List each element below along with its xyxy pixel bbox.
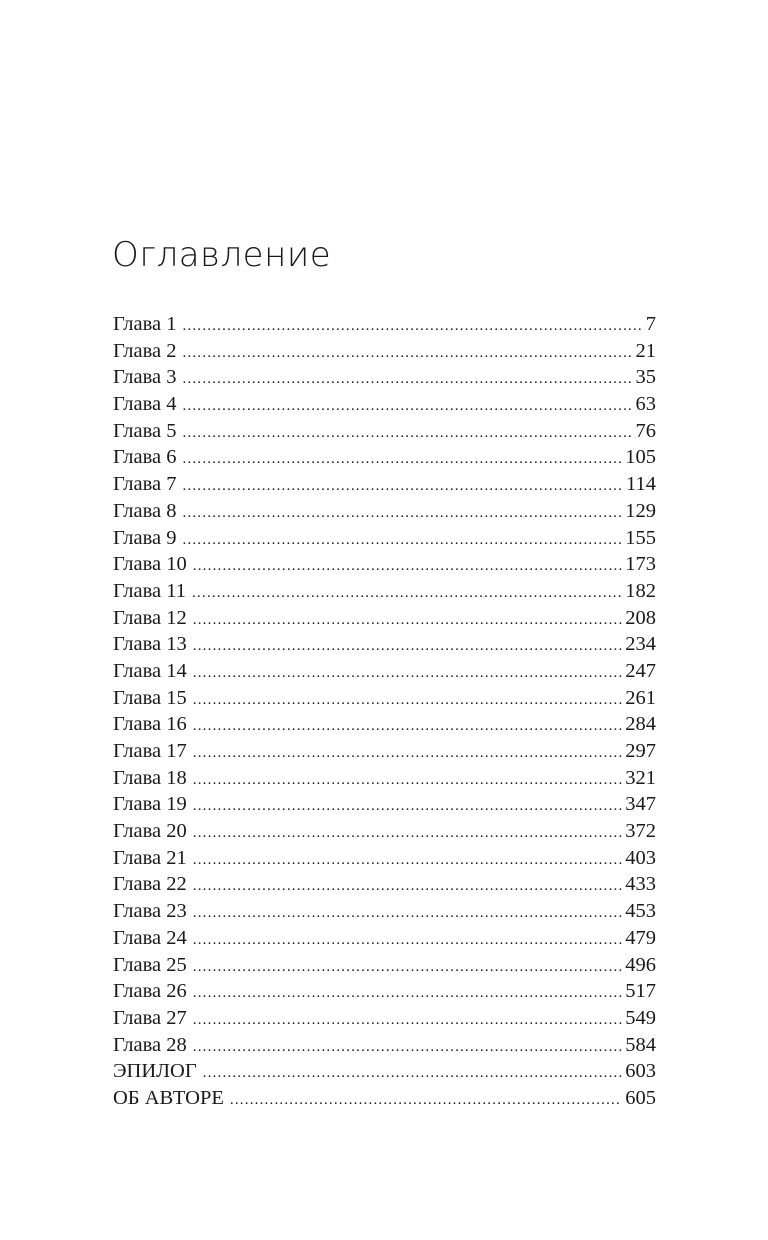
dot-leader [193,607,622,634]
dot-leader [193,927,622,954]
toc-entry-label: Глава 7 [113,473,177,496]
toc-entry-page-number: 21 [635,339,656,362]
toc-entry [113,498,656,525]
toc-entry-page-number: 549 [625,1006,656,1029]
toc-entry [113,685,656,712]
toc-entry-page-number: 261 [625,686,656,709]
toc-entry-label: Глава 20 [113,820,187,843]
toc-entry-page-number: 7 [645,313,656,335]
dot-leader [193,820,622,847]
toc-entry-label: ОБ АВТОРЕ [113,1086,224,1109]
toc-entry-label: Глава 28 [113,1033,187,1056]
toc-entry [113,1032,656,1059]
dot-leader [193,793,622,820]
toc-entry [113,925,656,952]
dot-leader [203,1060,623,1087]
toc-entry-label: Глава 21 [113,846,187,869]
toc-entry-label: Глава 24 [113,926,187,949]
dot-leader [193,713,622,740]
toc-entry [113,738,656,765]
toc-entry-page-number: 129 [625,499,656,522]
toc-entry-label: Глава 8 [113,499,177,522]
toc-entry [113,658,656,685]
toc-entry [113,471,656,498]
toc-entry [113,578,656,605]
toc-entry-label: Глава 16 [113,713,187,736]
toc-entry [113,765,656,792]
toc-entry-label: Глава 10 [113,553,187,576]
toc-entry-page-number: 247 [625,659,656,682]
toc-entry-label: Глава 13 [113,633,187,656]
dot-leader [193,687,622,714]
toc-entry-label: Глава 2 [113,339,177,362]
toc-entry-page-number: 182 [625,579,656,602]
toc-entry-page-number: 479 [625,926,656,949]
toc-entry-label: Глава 4 [113,393,177,416]
dot-leader [193,553,622,580]
toc-entry-page-number: 35 [635,366,656,389]
toc-entry [113,845,656,872]
toc-entry-page-number: 433 [625,873,656,896]
toc-entry [113,551,656,578]
table-of-contents [113,311,656,1112]
toc-entry-label: Глава 22 [113,873,187,896]
dot-leader [183,500,623,527]
toc-entry-label: Глава 15 [113,686,187,709]
toc-entry-page-number: 105 [625,446,656,469]
toc-entry-label: Глава 6 [113,446,177,469]
toc-entry-page-number: 517 [625,980,656,1003]
toc-entry [113,711,656,738]
dot-leader [183,366,633,393]
dot-leader [192,580,622,607]
toc-entry-label: ЭПИЛОГ [113,1060,197,1083]
toc-entry-page-number: 603 [625,1060,656,1083]
toc-entry [113,605,656,632]
toc-entry-page-number: 208 [625,606,656,629]
toc-entry-page-number: 234 [625,633,656,656]
dot-leader [193,1034,622,1061]
toc-entry-label: Глава 25 [113,953,187,976]
toc-entry-page-number: 297 [625,740,656,762]
toc-entry [113,818,656,845]
dot-leader [193,767,622,794]
dot-leader [183,473,623,500]
toc-entry-label: Глава 18 [113,766,187,789]
toc-entry [113,978,656,1005]
toc-entry-label: Глава 14 [113,659,187,682]
toc-entry [113,364,656,391]
toc-entry [113,391,656,418]
dot-leader [183,527,623,554]
toc-entry [113,444,656,471]
dot-leader [193,954,622,981]
toc-entry [113,871,656,898]
toc-entry-page-number: 155 [625,526,656,549]
dot-leader [193,1007,622,1034]
dot-leader [193,740,622,767]
dot-leader [193,980,622,1007]
toc-entry-page-number: 321 [625,766,656,789]
toc-entry-page-number: 605 [625,1086,656,1109]
toc-entry [113,525,656,552]
dot-leader [183,420,633,447]
toc-entry-label: Глава 9 [113,526,177,549]
toc-entry [113,1058,656,1085]
toc-entry-page-number: 496 [625,953,656,976]
toc-entry-page-number: 403 [625,846,656,869]
dot-leader [193,633,622,660]
toc-entry-label: Глава 5 [113,419,177,442]
toc-entry-page-number: 63 [635,393,656,416]
toc-entry [113,952,656,979]
toc-entry-page-number: 453 [625,900,656,923]
toc-entry-page-number: 284 [625,713,656,736]
toc-entry-label: Глава 26 [113,980,187,1003]
toc-entry [113,898,656,925]
toc-entry-label: Глава 27 [113,1006,187,1029]
toc-entry-page-number: 347 [625,793,656,816]
toc-entry-label: Глава 1 [113,313,177,335]
toc-entry [113,1085,656,1112]
toc-entry-page-number: 114 [626,473,656,496]
toc-entry-label: Глава 3 [113,366,177,389]
toc-entry [113,338,656,365]
dot-leader [193,873,622,900]
toc-entry [113,791,656,818]
dot-leader [193,660,622,687]
toc-entry [113,311,656,338]
toc-entry-label: Глава 11 [113,579,187,602]
toc-entry-page-number: 173 [625,553,656,576]
toc-entry [113,418,656,445]
dot-leader [183,340,633,367]
toc-entry-label: Глава 23 [113,900,187,923]
page-title: Оглавление [112,235,332,275]
toc-entry-page-number: 372 [625,820,656,843]
dot-leader [183,393,633,420]
toc-entry-label: Глава 17 [113,740,187,762]
dot-leader [193,900,622,927]
dot-leader [183,313,643,340]
toc-entry-page-number: 76 [635,419,656,442]
dot-leader [193,847,622,874]
toc-entry-label: Глава 12 [113,606,187,629]
dot-leader [230,1087,622,1114]
dot-leader [183,446,623,473]
toc-entry-label: Глава 19 [113,793,187,816]
toc-entry [113,1005,656,1032]
toc-entry [113,631,656,658]
toc-entry-page-number: 584 [625,1033,656,1056]
